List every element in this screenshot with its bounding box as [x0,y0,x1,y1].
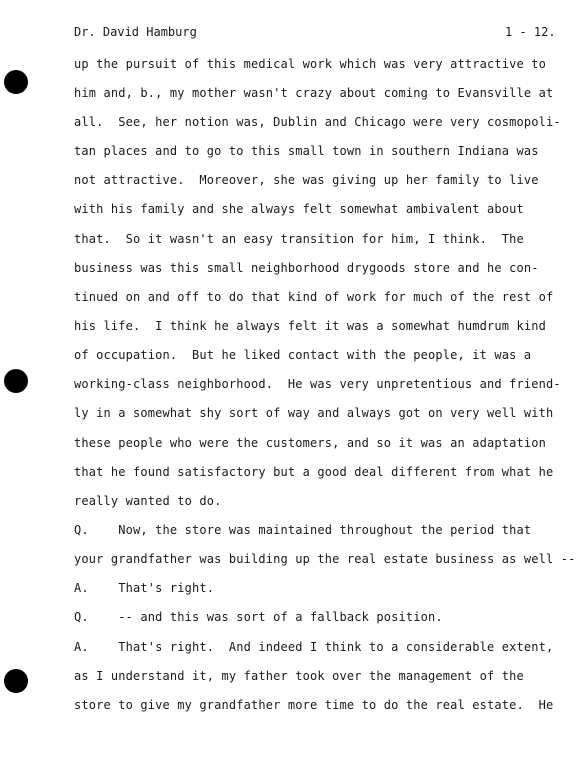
text-line: tinued on and off to do that kind of work for much of the rest of [74,290,554,304]
text-line: tan places and to go to this small town in southern Indiana was [74,144,539,158]
text-line: ly in a somewhat shy sort of way and always got on very well with [74,406,554,420]
text-line: store to give my grandfather more time to do the real estate. He [74,698,554,712]
text-line: A. That's right. [74,581,215,595]
text-line: really wanted to do. [74,494,222,508]
text-line: working-class neighborhood. He was very unpretentious and friend- [74,377,561,391]
punch-hole [4,70,28,94]
text-line: all. See, her notion was, Dublin and Chicago were very cosmopoli- [74,115,561,129]
text-line: up the pursuit of this medical work which was very attractive to [74,57,546,71]
text-line: your grandfather was building up the real estate business as well -- [74,552,576,566]
text-line: that. So it wasn't an easy transition for him, I think. The [74,232,524,246]
text-line: him and, b., my mother wasn't crazy about coming to Evansville at [74,86,554,100]
text-line: Q. -- and this was sort of a fallback position. [74,610,443,624]
text-line: as I understand it, my father took over the management of the [74,669,524,683]
text-line: his life. I think he always felt it was a somewhat humdrum kind [74,319,546,333]
text-line: of occupation. But he liked contact with the people, it was a [74,348,532,362]
text-line: Q. Now, the store was maintained throughout the period that [74,523,532,537]
text-line: with his family and she always felt somewhat ambivalent about [74,202,524,216]
text-line: not attractive. Moreover, she was giving up her family to live [74,173,539,187]
punch-hole [4,669,28,693]
header-name: Dr. David Hamburg [74,25,197,39]
text-line: A. That's right. And indeed I think to a considerable extent, [74,640,554,654]
page-number: 1 - 12. [505,25,556,39]
text-line: that he found satisfactory but a good deal different from what he [74,465,554,479]
punch-hole [4,369,28,393]
text-line: these people who were the customers, and so it was an adaptation [74,436,546,450]
text-line: business was this small neighborhood drygoods store and he con- [74,261,539,275]
